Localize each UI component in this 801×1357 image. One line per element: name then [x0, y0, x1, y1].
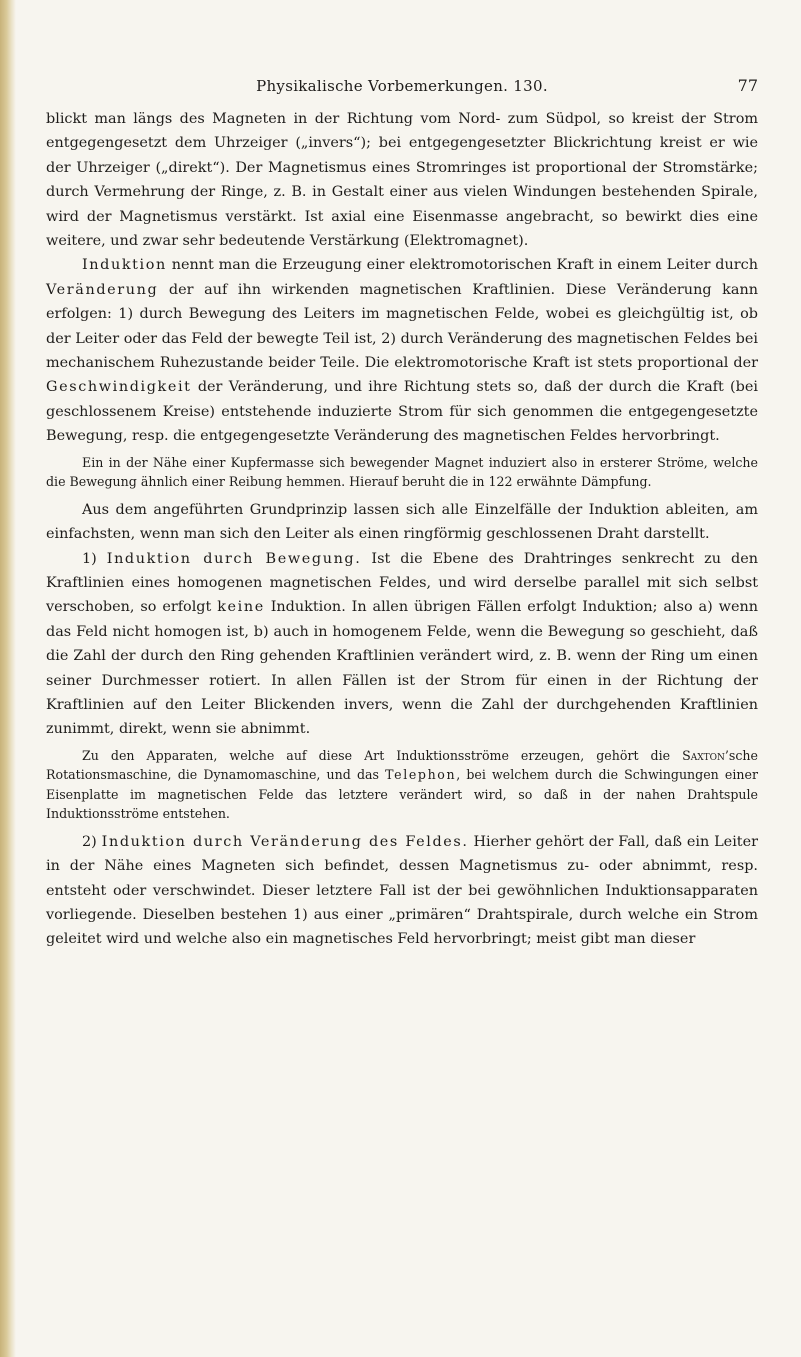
paragraph-text-run: keine [217, 599, 265, 616]
paragraph-text-run: Ein in der Nähe einer Kupfermasse sich bewegender Magnet induziert also in ersterer Ströme, welche die Bewegung ähnlich einer Reibung hemmen. Hierauf beruht die in 122 erwähnte Dämpfung. [46, 454, 758, 490]
paragraph-text-run: Induktion [82, 257, 167, 274]
paragraph-text-run: Induktion. In allen übrigen Fällen erfolgt Induktion; also a) wenn das Feld nicht homogen ist, b) auch in homogenem Felde, wenn die Bewegung so geschieht, daß die Zahl der durch den Ring gehenden Kraftlinien verändert wird, z. B. wenn der Ring um einen seiner Durchmesser rotiert. In allen Fällen ist der Strom für einen in der Richtung der Kraftlinien auf den Leiter Blickenden invers, wenn die Zahl der durchgehenden Kraftlinien zunimmt, direkt, wenn sie abnimmt. [46, 599, 758, 738]
paragraph-p6 [46, 746, 758, 824]
running-header [46, 77, 758, 101]
paragraph-text-run: , bei welchem durch die Schwingungen einer Eisenplatte im magnetischen Felde das letztere verändert wird, so daß in der nahen Drahtspule Induktionsströme entstehen. [46, 767, 758, 822]
paragraph-text-run: 2) [82, 833, 102, 850]
paragraph-p4 [46, 498, 758, 547]
paragraph-text-run: 1) [82, 550, 107, 567]
paragraph-text-run: Induktion durch Bewegung. [106, 550, 362, 567]
paragraph-text-run: Telephon [385, 767, 457, 783]
paragraph-p1 [46, 107, 758, 253]
paragraph-text-run: Saxton [682, 747, 725, 763]
paragraph-text-run: Hierher gehört der Fall, daß ein Leiter in der Nähe eines Magneten sich befindet, dessen Magnetismus zu- oder abnimmt, resp. entsteht oder verschwindet. Dieser letztere Fall ist der bei gewöhnlichen Induktionsapparaten vorliegende. Dieselben bestehen 1) aus einer „primären“ Drahtspirale, durch welche ein Strom geleitet wird und welche also ein magnetisches Feld hervorbringt; meist gibt man dieser [46, 833, 758, 948]
paragraph-text-run: Induktion durch Veränderung des Feldes. [101, 833, 469, 850]
paragraph-text-run: der auf ihn wirkenden magnetischen Kraftlinien. Diese Veränderung kann erfolgen: 1) durch Bewegung des Leiters im magnetischen Felde, wobei es gleichgültig ist, ob der Leiter oder das Feld der bewegte Teil ist, 2) durch Veränderung des magnetischen Feldes bei mechanischem Ruhezustande beider Teile. Die elektromotorische Kraft ist stets proportional der [46, 281, 758, 372]
page-binding-edge [0, 0, 16, 1357]
page-number: 77 [737, 76, 758, 95]
book-page [46, 0, 758, 952]
paragraph-text-run: Veränderung [46, 281, 159, 298]
body-text [46, 107, 758, 952]
paragraph-p3 [46, 453, 758, 492]
paragraph-p2 [46, 253, 758, 448]
paragraph-text-run: ’sche Rotationsmaschine, die Dynamomaschine, und das [46, 747, 758, 783]
paragraph-text-run: Zu den Apparaten, welche auf diese Art Induktionsströme erzeugen, gehört die [82, 747, 683, 763]
paragraph-text-run: der Veränderung, und ihre Richtung stets so, daß der durch die Kraft (bei geschlossenem Kreise) entstehende induzierte Strom für sich genommen die entgegengesetzte Bewegung, resp. die entgegengesetzte Veränderung des magnetischen Feldes hervorbringt. [46, 379, 758, 445]
paragraph-text-run: Ist die Ebene des Drahtringes senkrecht zu den Kraftlinien eines homogenen magnetischen Feldes, und wird derselbe parallel mit sich selbst verschoben, so erfolgt [46, 550, 758, 616]
paragraph-text-run: nennt man die Erzeugung einer elektromotorischen Kraft in einem Leiter durch [166, 257, 758, 274]
paragraph-p5 [46, 547, 758, 742]
paragraph-text-run: Geschwindigkeit [46, 379, 192, 396]
paragraph-p7 [46, 830, 758, 952]
paragraph-text-run: Aus dem angeführten Grundprinzip lassen sich alle Einzelfälle der Induktion ableiten, am einfachsten, wenn man sich den Leiter als einen ringförmig geschlossenen Draht darstellt. [46, 501, 758, 543]
running-title: Physikalische Vorbemerkungen. 130. [256, 77, 548, 95]
paragraph-text-run: blickt man längs des Magneten in der Richtung vom Nord- zum Südpol, so kreist der Strom entgegengesetzt dem Uhrzeiger („invers“); bei entgegengesetzter Blickrichtung kreist er wie der Uhrzeiger („direkt“). Der Magnetismus eines Stromringes ist proportional der Stromstärke; durch Vermehrung der Ringe, z. B. in Gestalt einer aus vielen Windungen bestehenden Spirale, wird der Magnetismus verstärkt. Ist axial eine Eisenmasse angebracht, so bewirkt dies eine weitere, und zwar sehr bedeutende Verstärkung (Elektromagnet). [46, 111, 758, 250]
